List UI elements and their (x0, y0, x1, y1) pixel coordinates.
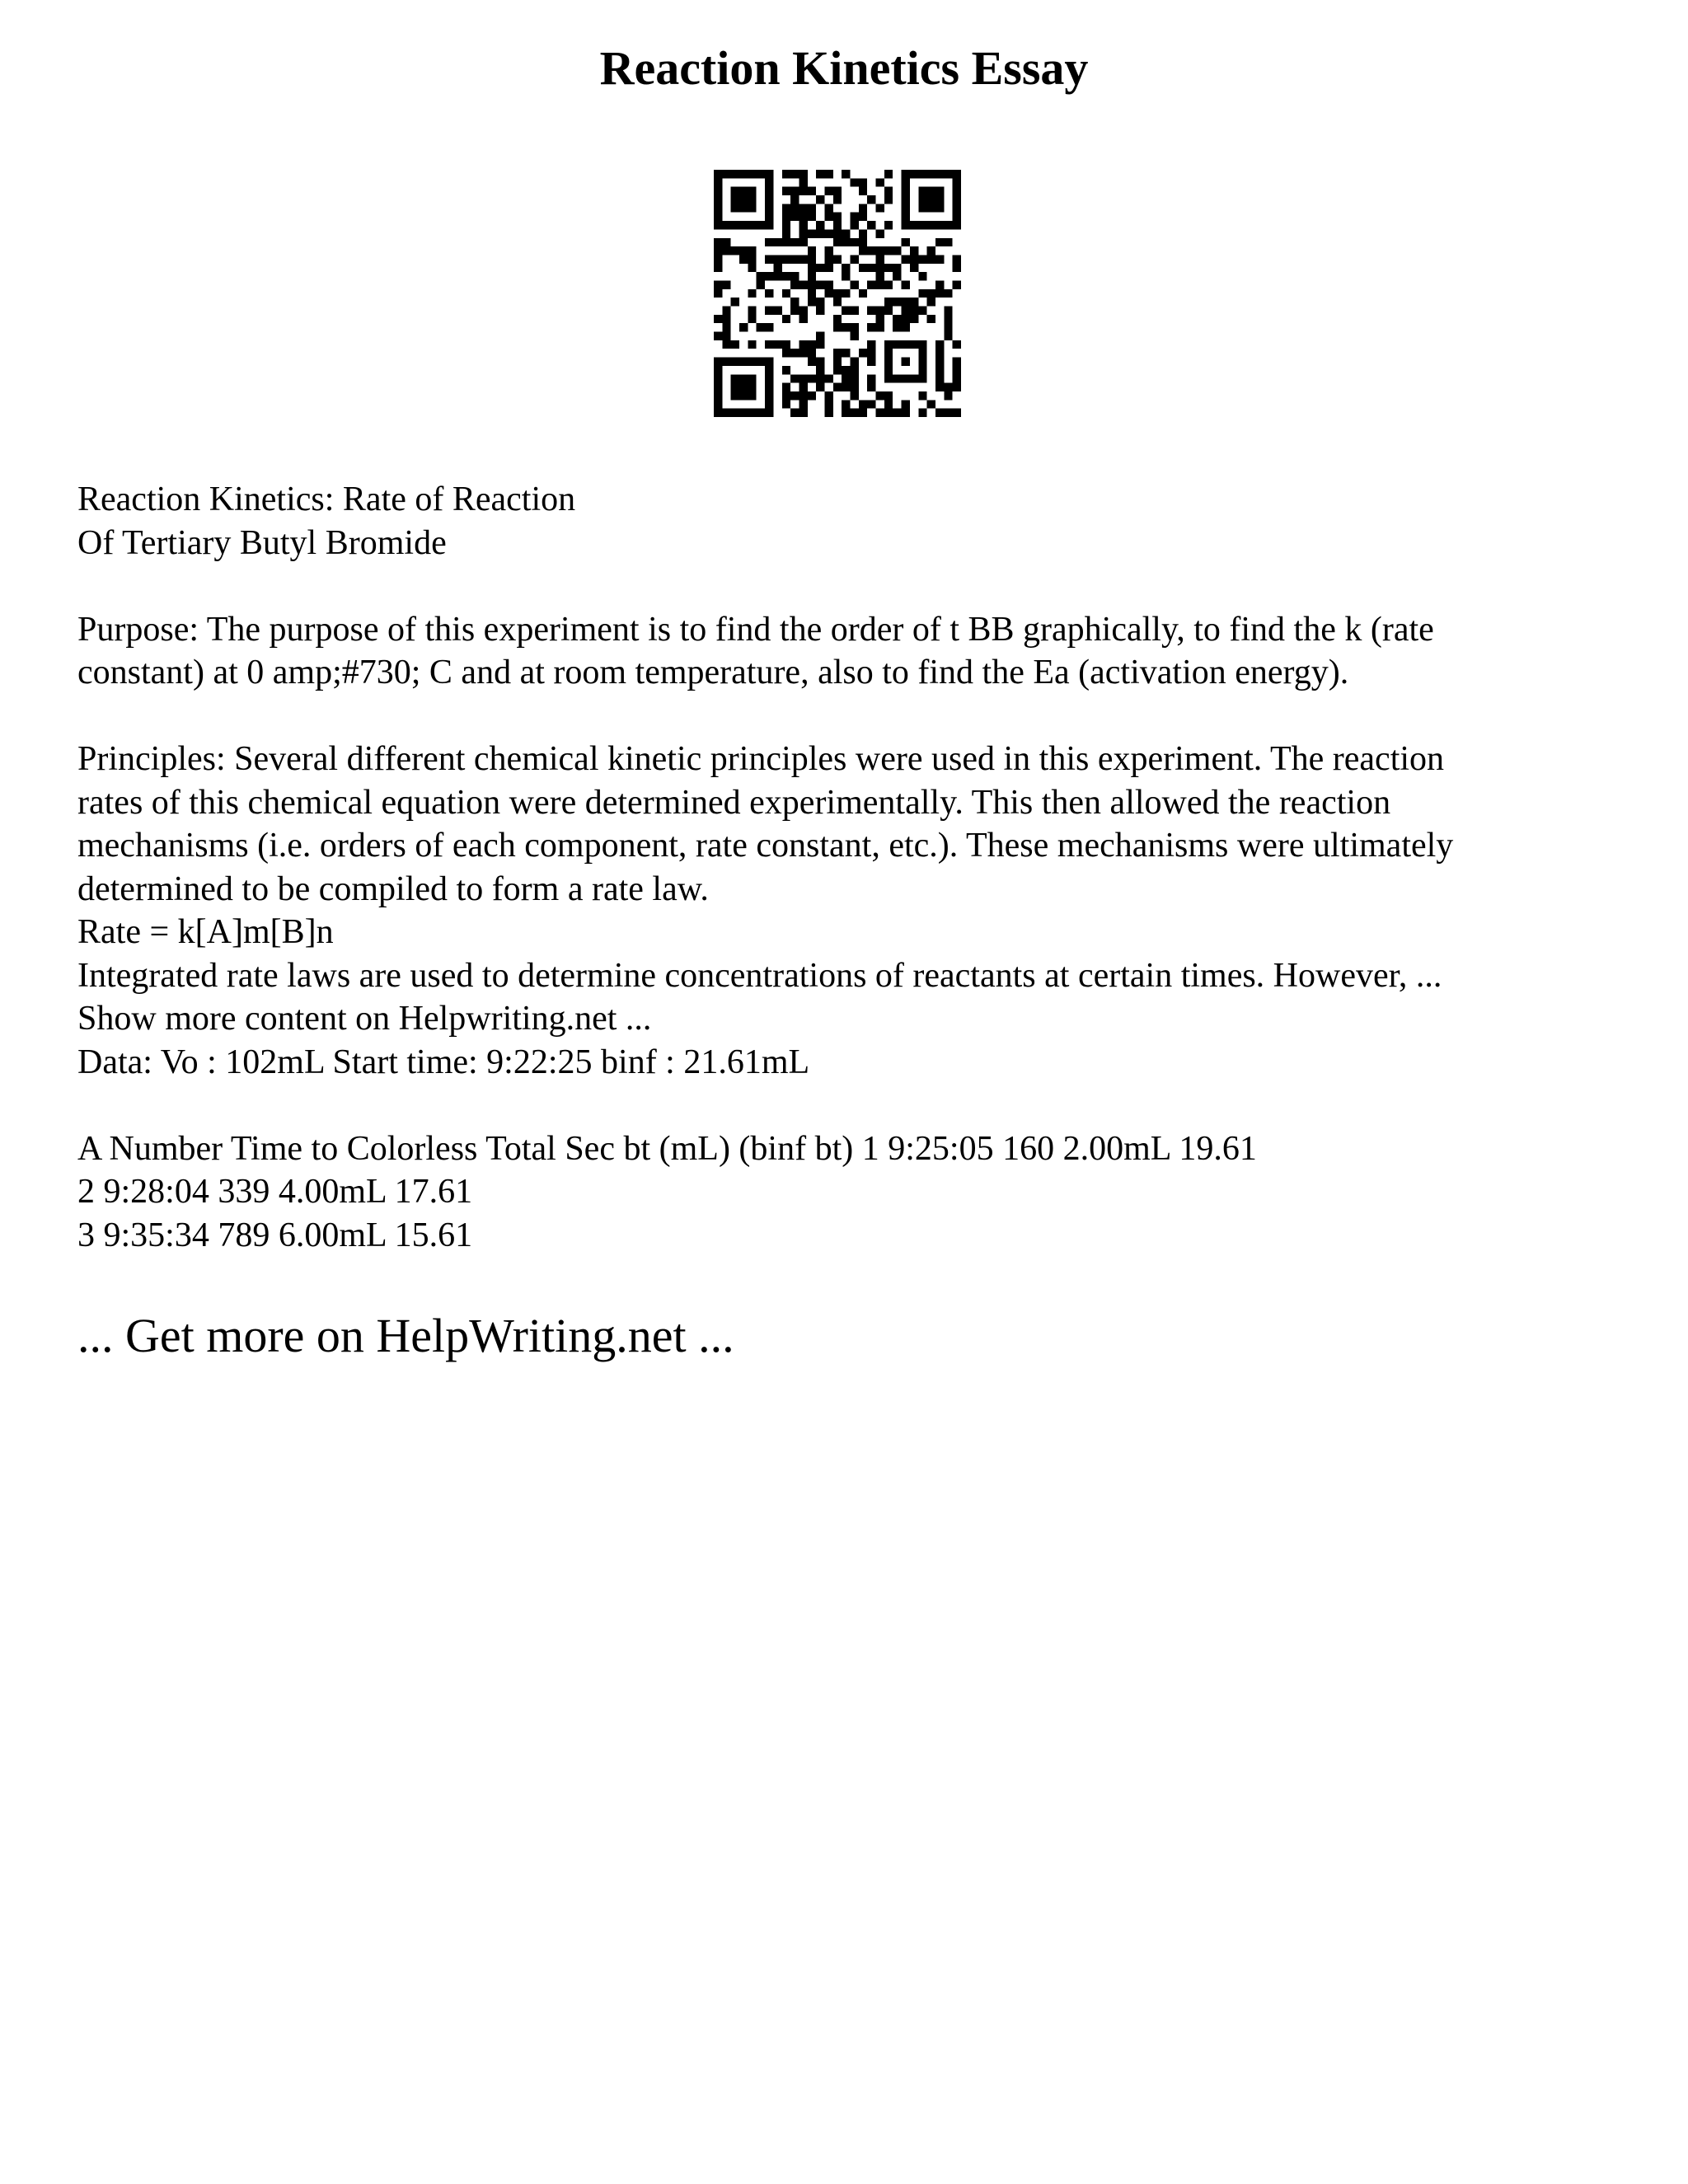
get-more-link[interactable]: ... Get more on HelpWriting.net ... (77, 1309, 734, 1362)
purpose-line: constant) at 0 amp;#730; C and at room temperature, also to find the Ea (activation energy). (77, 654, 1349, 691)
qr-code (714, 170, 961, 417)
page-title: Reaction Kinetics Essay (599, 41, 1089, 95)
show-more-link[interactable]: Show more content on Helpwriting.net ... (77, 1000, 652, 1038)
table-line: 3 9:35:34 789 6.00mL 15.61 (77, 1216, 473, 1254)
principles-line: rates of this chemical equation were determined experimentally. This then allowed the reaction (77, 783, 1391, 822)
purpose-line: Purpose: The purpose of this experiment is to find the order of t BB graphically, to find the k (rate (77, 610, 1434, 649)
principles-line: determined to be compiled to form a rate law. (77, 869, 709, 908)
rate-law-line: Rate = k[A]m[B]n (77, 913, 334, 951)
essay-body (77, 478, 1611, 1257)
table-line: A Number Time to Colorless Total Sec bt (mL) (binf bt) 1 9:25:05 160 2.00mL 19.61 (77, 1129, 1257, 1168)
principles-line: Integrated rate laws are used to determine concentrations of reactants at certain times. However, ... (77, 956, 1442, 995)
data-line: Data: Vo : 102mL Start time: 9:22:25 binf : 21.61mL (77, 1043, 810, 1081)
principles-line: mechanisms (i.e. orders of each component, rate constant, etc.). These mechanisms were ultimately (77, 827, 1454, 865)
subtitle-line: Reaction Kinetics: Rate of Reaction (77, 480, 576, 518)
principles-line: Principles: Several different chemical kinetic principles were used in this experiment. The reaction (77, 740, 1445, 778)
subtitle-line: Of Tertiary Butyl Bromide (77, 523, 447, 562)
table-line: 2 9:28:04 339 4.00mL 17.61 (77, 1173, 473, 1211)
